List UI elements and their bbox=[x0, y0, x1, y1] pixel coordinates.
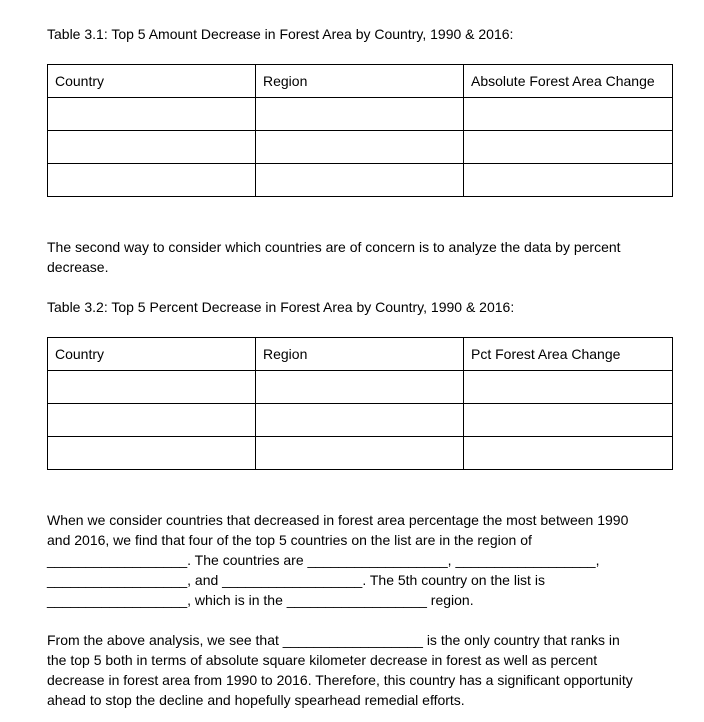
table-cell[interactable] bbox=[464, 164, 673, 197]
table-cell[interactable] bbox=[464, 404, 673, 437]
table-cell[interactable] bbox=[256, 98, 464, 131]
table-3-2-caption: Table 3.2: Top 5 Percent Decrease in Forest Area by Country, 1990 & 2016: bbox=[47, 299, 515, 315]
table-cell[interactable] bbox=[256, 131, 464, 164]
paragraph-line: __________________, and __________________. The 5th country on the list is bbox=[47, 572, 545, 588]
table-3-1 bbox=[47, 64, 673, 197]
table-row bbox=[48, 437, 673, 470]
table-cell[interactable] bbox=[256, 164, 464, 197]
header-country: Country bbox=[48, 338, 256, 371]
header-absolute-forest-area-change: Absolute Forest Area Change bbox=[464, 65, 673, 98]
table-cell[interactable] bbox=[464, 98, 673, 131]
table-cell[interactable] bbox=[48, 437, 256, 470]
table-cell[interactable] bbox=[256, 404, 464, 437]
table-cell[interactable] bbox=[48, 131, 256, 164]
table-cell[interactable] bbox=[464, 131, 673, 164]
table-row bbox=[48, 98, 673, 131]
table-row bbox=[48, 131, 673, 164]
table-cell[interactable] bbox=[48, 164, 256, 197]
table-cell[interactable] bbox=[48, 98, 256, 131]
header-country: Country bbox=[48, 65, 256, 98]
paragraph-line: From the above analysis, we see that __________________ is the only country that ranks in bbox=[47, 632, 620, 648]
intro-paragraph bbox=[47, 237, 672, 277]
paragraph-line: __________________. The countries are __________________, __________________, bbox=[47, 552, 600, 568]
table-header-row bbox=[48, 338, 673, 371]
table-cell[interactable] bbox=[464, 437, 673, 470]
table-cell[interactable] bbox=[256, 437, 464, 470]
table-3-1-caption: Table 3.1: Top 5 Amount Decrease in Forest Area by Country, 1990 & 2016: bbox=[47, 26, 514, 42]
paragraph-line: When we consider countries that decreased in forest area percentage the most between 1990 bbox=[47, 512, 629, 528]
summary-paragraph bbox=[47, 630, 672, 710]
table-row bbox=[48, 371, 673, 404]
paragraph-line: decrease in forest area from 1990 to 2016. Therefore, this country has a significant opportunity bbox=[47, 672, 633, 688]
header-region: Region bbox=[256, 338, 464, 371]
table-cell[interactable] bbox=[48, 371, 256, 404]
paragraph-line: ahead to stop the decline and hopefully spearhead remedial efforts. bbox=[47, 692, 465, 708]
table-header-row bbox=[48, 65, 673, 98]
table-row bbox=[48, 164, 673, 197]
paragraph-line: __________________, which is in the __________________ region. bbox=[47, 592, 474, 608]
paragraph-line: The second way to consider which countries are of concern is to analyze the data by percent bbox=[47, 239, 621, 255]
header-pct-forest-area-change: Pct Forest Area Change bbox=[464, 338, 673, 371]
table-3-2 bbox=[47, 337, 673, 470]
paragraph-line: the top 5 both in terms of absolute square kilometer decrease in forest as well as percent bbox=[47, 652, 598, 668]
paragraph-line: and 2016, we find that four of the top 5 countries on the list are in the region of bbox=[47, 532, 532, 548]
paragraph-line: decrease. bbox=[47, 259, 109, 275]
table-row bbox=[48, 404, 673, 437]
table-cell[interactable] bbox=[256, 371, 464, 404]
table-cell[interactable] bbox=[464, 371, 673, 404]
table-cell[interactable] bbox=[48, 404, 256, 437]
percent-decrease-paragraph bbox=[47, 510, 672, 610]
header-region: Region bbox=[256, 65, 464, 98]
